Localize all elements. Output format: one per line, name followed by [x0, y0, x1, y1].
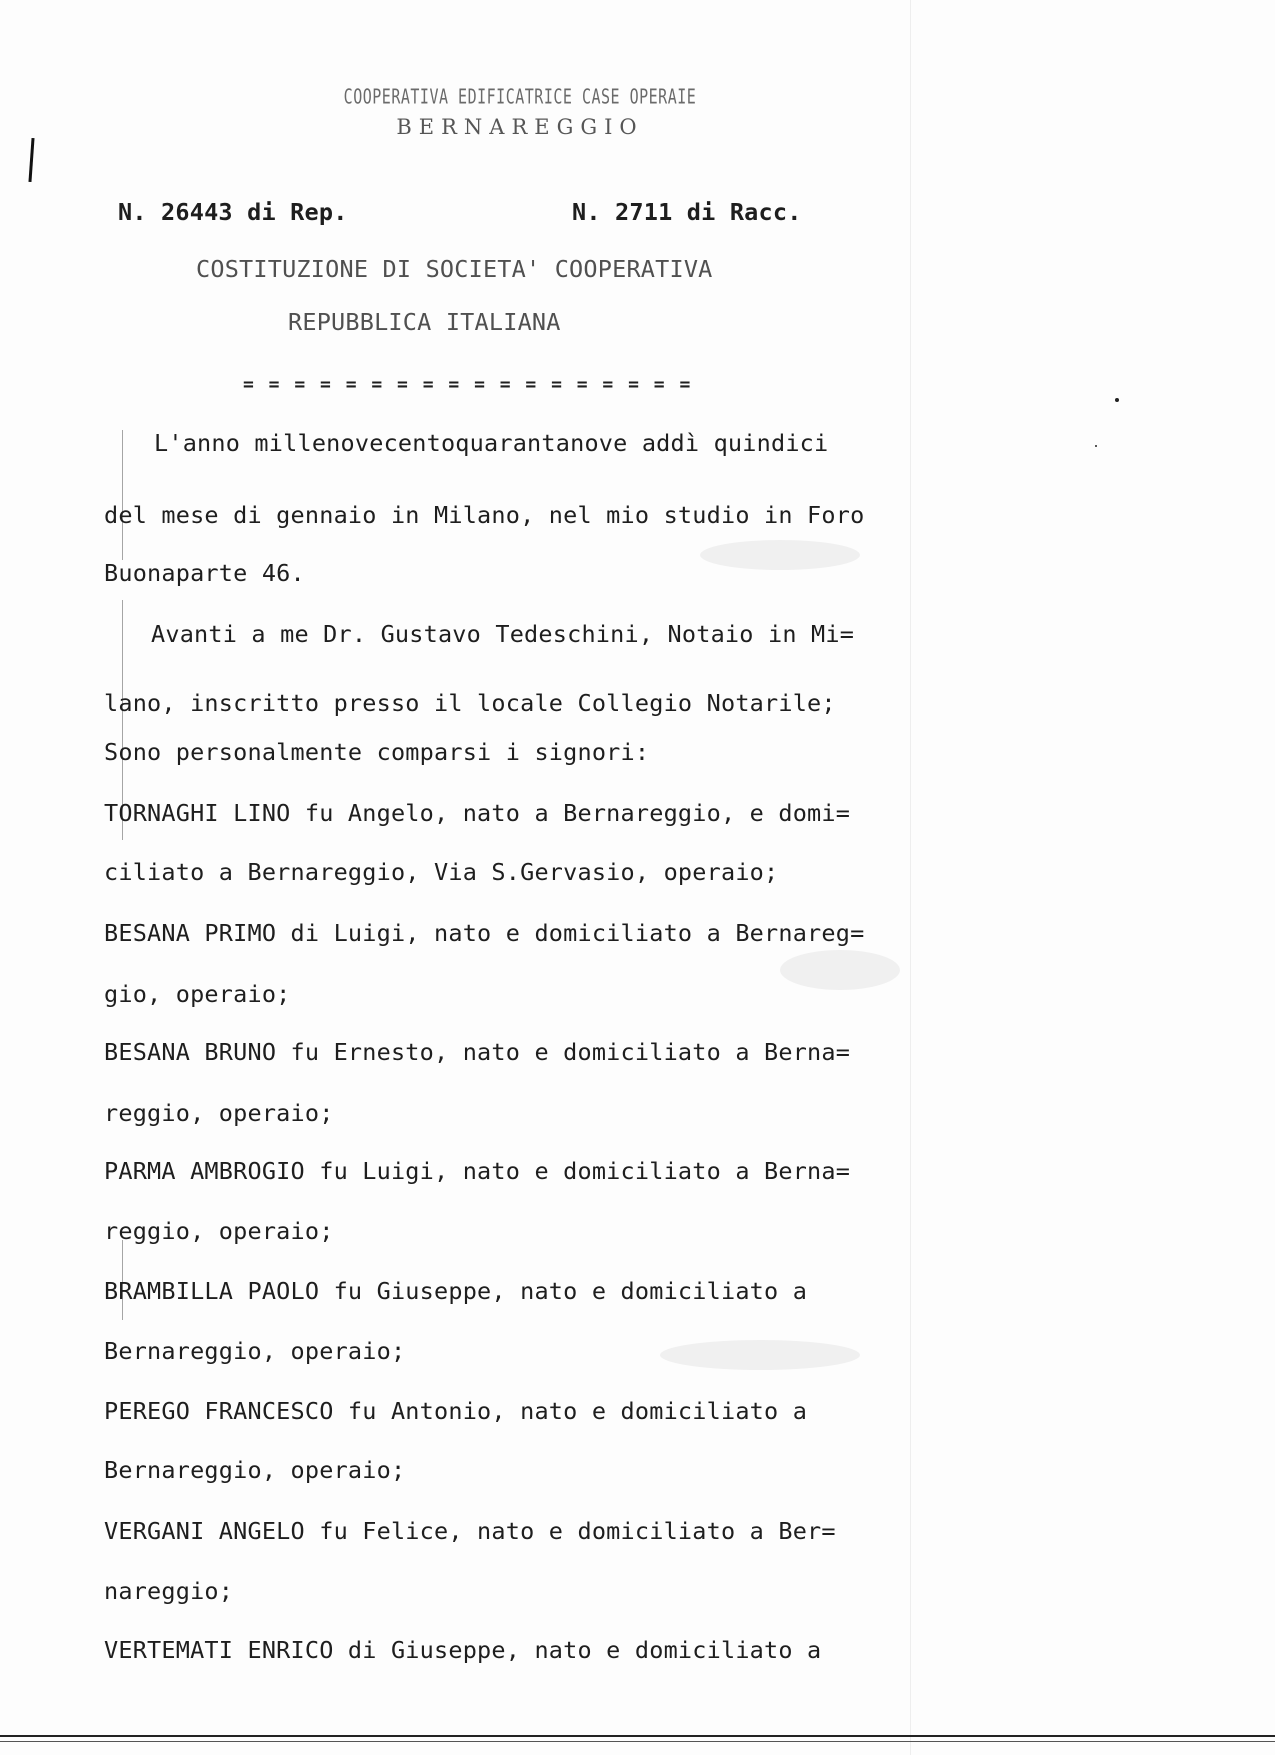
separator: = = = = = = = = = = = = = = = = = = [243, 374, 693, 395]
body-line: BRAMBILLA PAOLO fu Giuseppe, nato e domiciliato a [104, 1277, 808, 1305]
body-line: nareggio; [104, 1577, 234, 1605]
body-line: VERTEMATI ENRICO di Giuseppe, nato e domiciliato a [104, 1636, 822, 1664]
scan-speck [1095, 445, 1097, 447]
body-line: Bernareggio, operaio; [104, 1337, 406, 1365]
body-line: TORNAGHI LINO fu Angelo, nato a Bernareggio, e domi= [104, 799, 851, 827]
bottom-rule [0, 1735, 1275, 1737]
scan-stain [700, 540, 860, 570]
stamp-town: BERNAREGGIO [396, 115, 644, 139]
scan-fold-line [910, 0, 911, 1755]
body-line: L'anno millenovecentoquarantanove addì quindici [154, 429, 829, 457]
margin-mark [28, 138, 34, 182]
body-line: VERGANI ANGELO fu Felice, nato e domiciliato a Ber= [104, 1517, 836, 1545]
stamp-cooperative-name: COOPERATIVA EDIFICATRICE CASE OPERAIE [343, 84, 697, 110]
scan-stain [780, 950, 900, 990]
margin-line [122, 430, 123, 560]
body-line: Avanti a me Dr. Gustavo Tedeschini, Notaio in Mi= [151, 620, 855, 648]
scan-stain [660, 1340, 860, 1370]
body-line: PARMA AMBROGIO fu Luigi, nato e domiciliato a Berna= [104, 1157, 851, 1185]
document-title: COSTITUZIONE DI SOCIETA' COOPERATIVA [196, 255, 713, 283]
bottom-rule-thin [0, 1741, 1275, 1742]
body-line: lano, inscritto presso il locale Collegio Notarile; [104, 689, 836, 717]
body-line: Bernareggio, operaio; [104, 1456, 406, 1484]
repertorio-number: N. 26443 di Rep. [118, 198, 348, 226]
body-line: PEREGO FRANCESCO fu Antonio, nato e domiciliato a [104, 1397, 808, 1425]
body-line: Buonaparte 46. [104, 559, 305, 587]
body-line: gio, operaio; [104, 980, 291, 1008]
document-subtitle: REPUBBLICA ITALIANA [288, 308, 561, 336]
body-line: ciliato a Bernareggio, Via S.Gervasio, operaio; [104, 858, 779, 886]
scan-speck [1115, 398, 1119, 402]
body-line: reggio, operaio; [104, 1099, 334, 1127]
body-line: reggio, operaio; [104, 1217, 334, 1245]
body-line: BESANA PRIMO di Luigi, nato e domiciliato a Bernareg= [104, 919, 865, 947]
raccolta-number: N. 2711 di Racc. [572, 198, 802, 226]
body-line: del mese di gennaio in Milano, nel mio studio in Foro [104, 501, 865, 529]
body-line: Sono personalmente comparsi i signori: [104, 738, 650, 766]
body-line: BESANA BRUNO fu Ernesto, nato e domiciliato a Berna= [104, 1038, 851, 1066]
